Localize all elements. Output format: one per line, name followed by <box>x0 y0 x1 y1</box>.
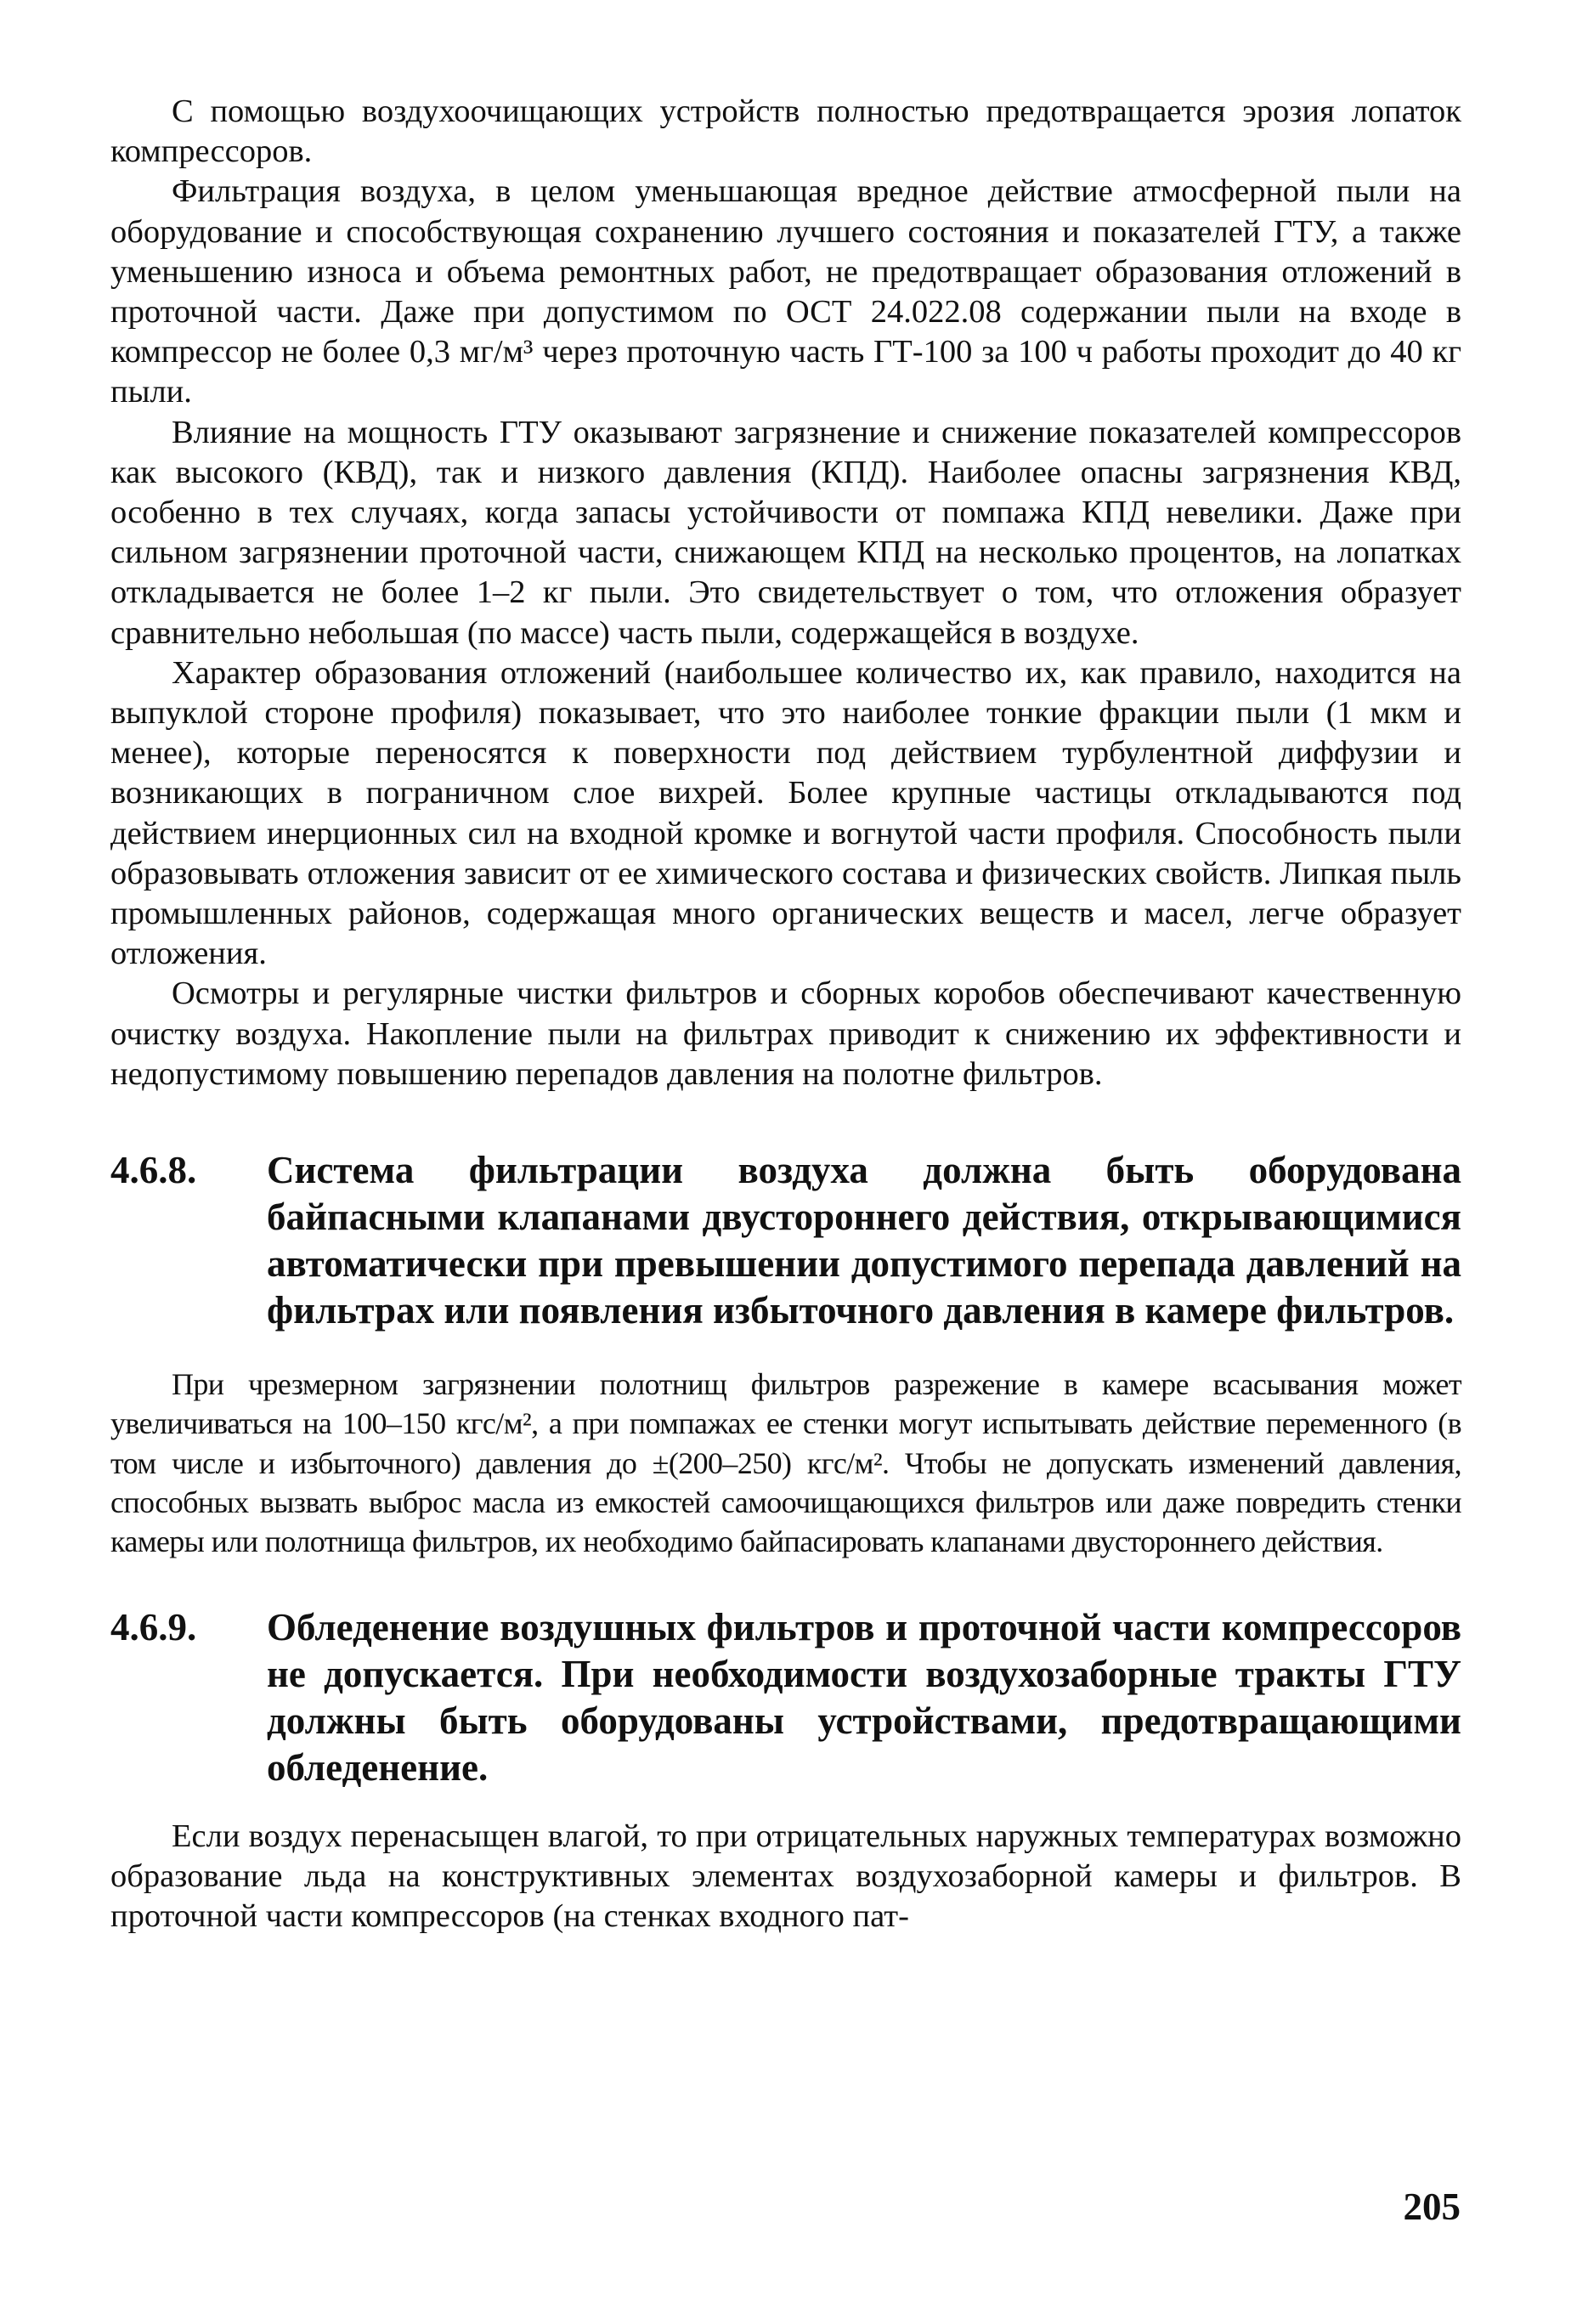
paragraph-deposit-formation: Характер образования отложений (наибольшее количество их, как правило, находится на выпуклой стороне профиля) показывает, что это наиболее тонкие фракции пыли (1 мкм и менее), которые переносятся к поверхности под действием турбулентной диффузии и возникающих в пограничном слое вихрей. Более крупные частицы откладываются под действием инерционных сил на входной кромке и вогнутой части профиля. Способность пыли образовывать отложения зависит от ее химического состава и физических свойств. Липкая пыль промышленных районов, содержащая много органических веществ и масел, легче образует отложения. <box>110 654 1461 972</box>
section-number: 4.6.8. <box>110 1149 197 1192</box>
section-number: 4.6.9. <box>110 1605 197 1648</box>
paragraph-erosion: С помощью воздухоочищающих устройств полностью предотвращается эрозия лопаток компрессоров. <box>110 93 1461 170</box>
page-content <box>110 92 1461 1937</box>
section-title: Система фильтрации воздуха должна быть оборудована байпасными клапанами двустороннего действия, открывающимися автоматически при превышении допустимого перепада давлений на фильтрах или появления избыточного давления в камере фильтров. <box>267 1149 1461 1332</box>
paragraph-air-filtration: Фильтрация воздуха, в целом уменьшающая вредное действие атмосферной пыли на оборудование и способствующая сохранению лучшего состояния и показателей ГТУ, а также уменьшению износа и объема ремонтных работ, не предотвращает образования отложений в проточной части. Даже при допустимом по ОСТ 24.022.08 содержании пыли на входе в компрессор не более 0,3 мг/м³ через проточную часть ГТ-100 за 100 ч работы проходит до 40 кг пыли. <box>110 173 1461 410</box>
page-number: 205 <box>1403 2185 1461 2228</box>
paragraph-icing: Если воздух перенасыщен влагой, то при отрицательных наружных температурах возможно образование льда на конструктивных элементах воздухозаборной камеры и фильтров. В проточной части компрессоров (на стенках входного пат- <box>110 1818 1461 1934</box>
paragraph-power-influence: Влияние на мощность ГТУ оказывают загрязнение и снижение показателей компрессоров как высокого (КВД), так и низкого давления (КПД). Наиболее опасны загрязнения КВД, особенно в тех случаях, когда запасы устойчивости от помпажа КПД невелики. Даже при сильном загрязнении проточной части, снижающем КПД на несколько процентов, на лопатках откладывается не более 1–2 кг пыли. Это свидетельствует о том, что отложения образует сравнительно небольшая (по массе) часть пыли, содержащейся в воздухе. <box>110 414 1461 651</box>
paragraph-filter-inspection: Осмотры и регулярные чистки фильтров и сборных коробов обеспечивают качественную очистку воздуха. Накопление пыли на фильтрах приводит к снижению их эффективности и недопустимому повышению перепадов давления на полотне фильтров. <box>110 975 1461 1092</box>
section-4-6-8-heading <box>110 1147 1461 1334</box>
section-4-6-9-heading <box>110 1604 1461 1791</box>
section-title: Обледенение воздушных фильтров и проточной части компрессоров не допускается. При необходимости воздухозаборные тракты ГТУ должны быть оборудованы устройствами, предотвращающими обледенение. <box>267 1605 1461 1789</box>
paragraph-bypass-valves: При чрезмерном загрязнении полотнищ фильтров разрежение в камере всасывания может увеличиваться на 100–150 кгс/м², а при помпажах ее стенки могут испытывать действие переменного (в том числе и избыточного) давления до ±(200–250) кгс/м². Чтобы не допускать изменений давления, способных вызвать выброс масла из емкостей самоочищающихся фильтров или даже повредить стенки камеры или полотнища фильтров, их необходимо байпасировать клапанами двустороннего действия. <box>110 1367 1461 1559</box>
